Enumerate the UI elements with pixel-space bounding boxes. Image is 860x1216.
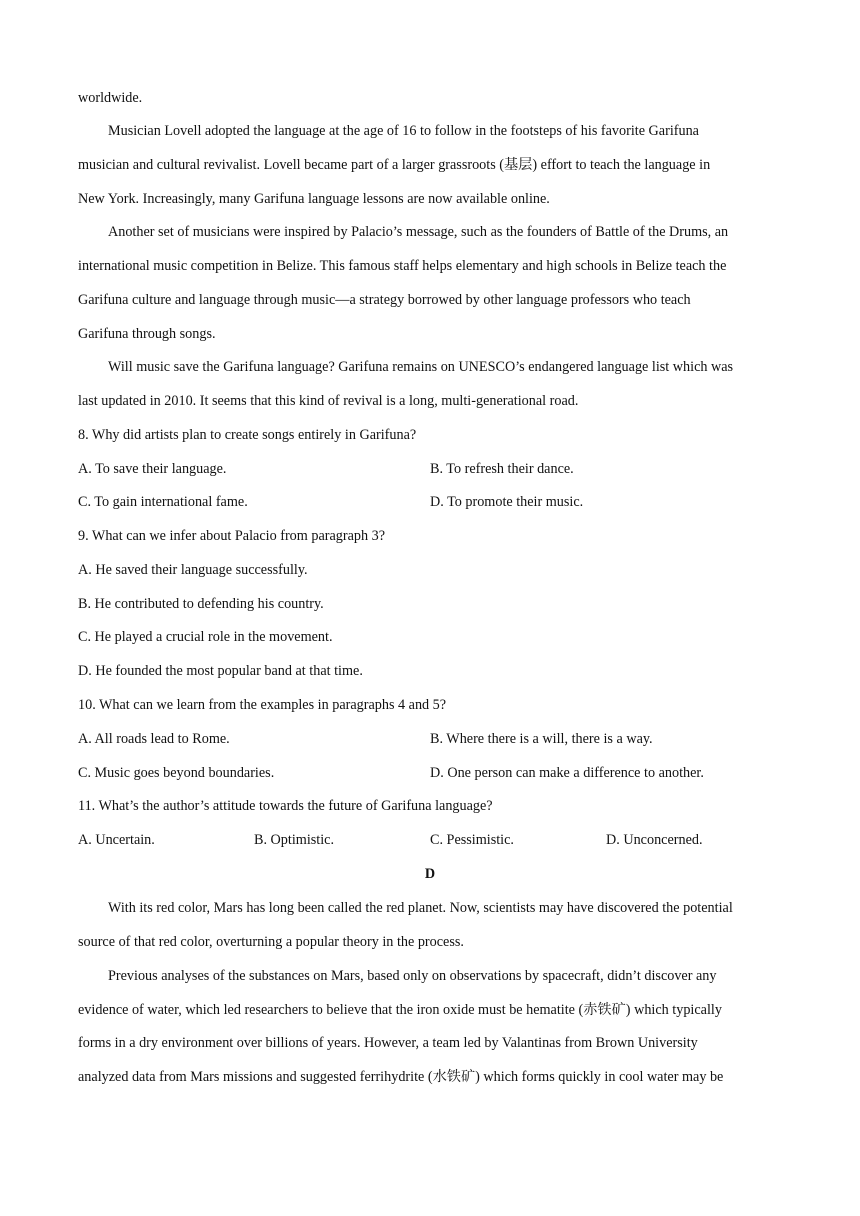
question-8-stem: 8. Why did artists plan to create songs entirely in Garifuna? (78, 427, 417, 443)
question-11-stem: 11. What’s the author’s attitude towards the future of Garifuna language? (78, 798, 493, 814)
passage-d-line: forms in a dry environment over billions of years. However, a team led by Valantinas from Brown University (78, 1035, 698, 1051)
passage-c-line: Will music save the Garifuna language? Garifuna remains on UNESCO’s endangered language list which was (108, 359, 734, 375)
question-9-option-b: B. He contributed to defending his country. (78, 596, 324, 612)
question-11-option-b: B. Optimistic. (254, 832, 335, 848)
question-11-option-c: C. Pessimistic. (430, 832, 514, 848)
passage-c-line: Garifuna culture and language through music—a strategy borrowed by other language professors who teach (78, 292, 691, 308)
question-8-option-a: A. To save their language. (78, 461, 227, 477)
passage-c-line: musician and cultural revivalist. Lovell became part of a larger grassroots (基层) effort to teach the language in (78, 157, 711, 173)
question-10-stem: 10. What can we learn from the examples in paragraphs 4 and 5? (78, 697, 447, 713)
question-11-option-d: D. Unconcerned. (606, 832, 703, 848)
passage-c-line: Musician Lovell adopted the language at the age of 16 to follow in the footsteps of his favorite Garifuna (108, 123, 699, 139)
question-8-option-c: C. To gain international fame. (78, 494, 248, 510)
question-10-option-a: A. All roads lead to Rome. (78, 731, 230, 747)
passage-d-line: source of that red color, overturning a popular theory in the process. (78, 934, 464, 950)
question-9-stem: 9. What can we infer about Palacio from paragraph 3? (78, 528, 386, 544)
passage-c-line: New York. Increasingly, many Garifuna language lessons are now available online. (78, 191, 550, 207)
passage-c-line: last updated in 2010. It seems that this kind of revival is a long, multi-generational road. (78, 393, 579, 409)
passage-c-line: Garifuna through songs. (78, 326, 216, 342)
question-9-option-d: D. He founded the most popular band at that time. (78, 663, 363, 679)
passage-c-line: Another set of musicians were inspired by Palacio’s message, such as the founders of Battle of the Drums, an (108, 224, 729, 240)
question-9-option-a: A. He saved their language successfully. (78, 562, 308, 578)
section-heading-d: D (424, 866, 436, 882)
question-10-option-b: B. Where there is a will, there is a way. (430, 731, 653, 747)
question-8-option-b: B. To refresh their dance. (430, 461, 574, 477)
passage-d-line: With its red color, Mars has long been called the red planet. Now, scientists may have discovered the potential (108, 900, 733, 916)
question-8-option-d: D. To promote their music. (430, 494, 584, 510)
passage-c-line: international music competition in Belize. This famous staff helps elementary and high schools in Belize teach the (78, 258, 727, 274)
passage-d-line: analyzed data from Mars missions and suggested ferrihydrite (水铁矿) which forms quickly in cool water may be (78, 1069, 724, 1085)
question-10-option-d: D. One person can make a difference to another. (430, 765, 704, 781)
passage-d-line: Previous analyses of the substances on Mars, based only on observations by spacecraft, didn’t discover any (108, 968, 717, 984)
question-10-option-c: C. Music goes beyond boundaries. (78, 765, 275, 781)
question-9-option-c: C. He played a crucial role in the movement. (78, 629, 333, 645)
passage-c-line: worldwide. (78, 90, 143, 106)
passage-d-line: evidence of water, which led researchers to believe that the iron oxide must be hematite (赤铁矿) which typically (78, 1002, 722, 1018)
question-11-option-a: A. Uncertain. (78, 832, 155, 848)
